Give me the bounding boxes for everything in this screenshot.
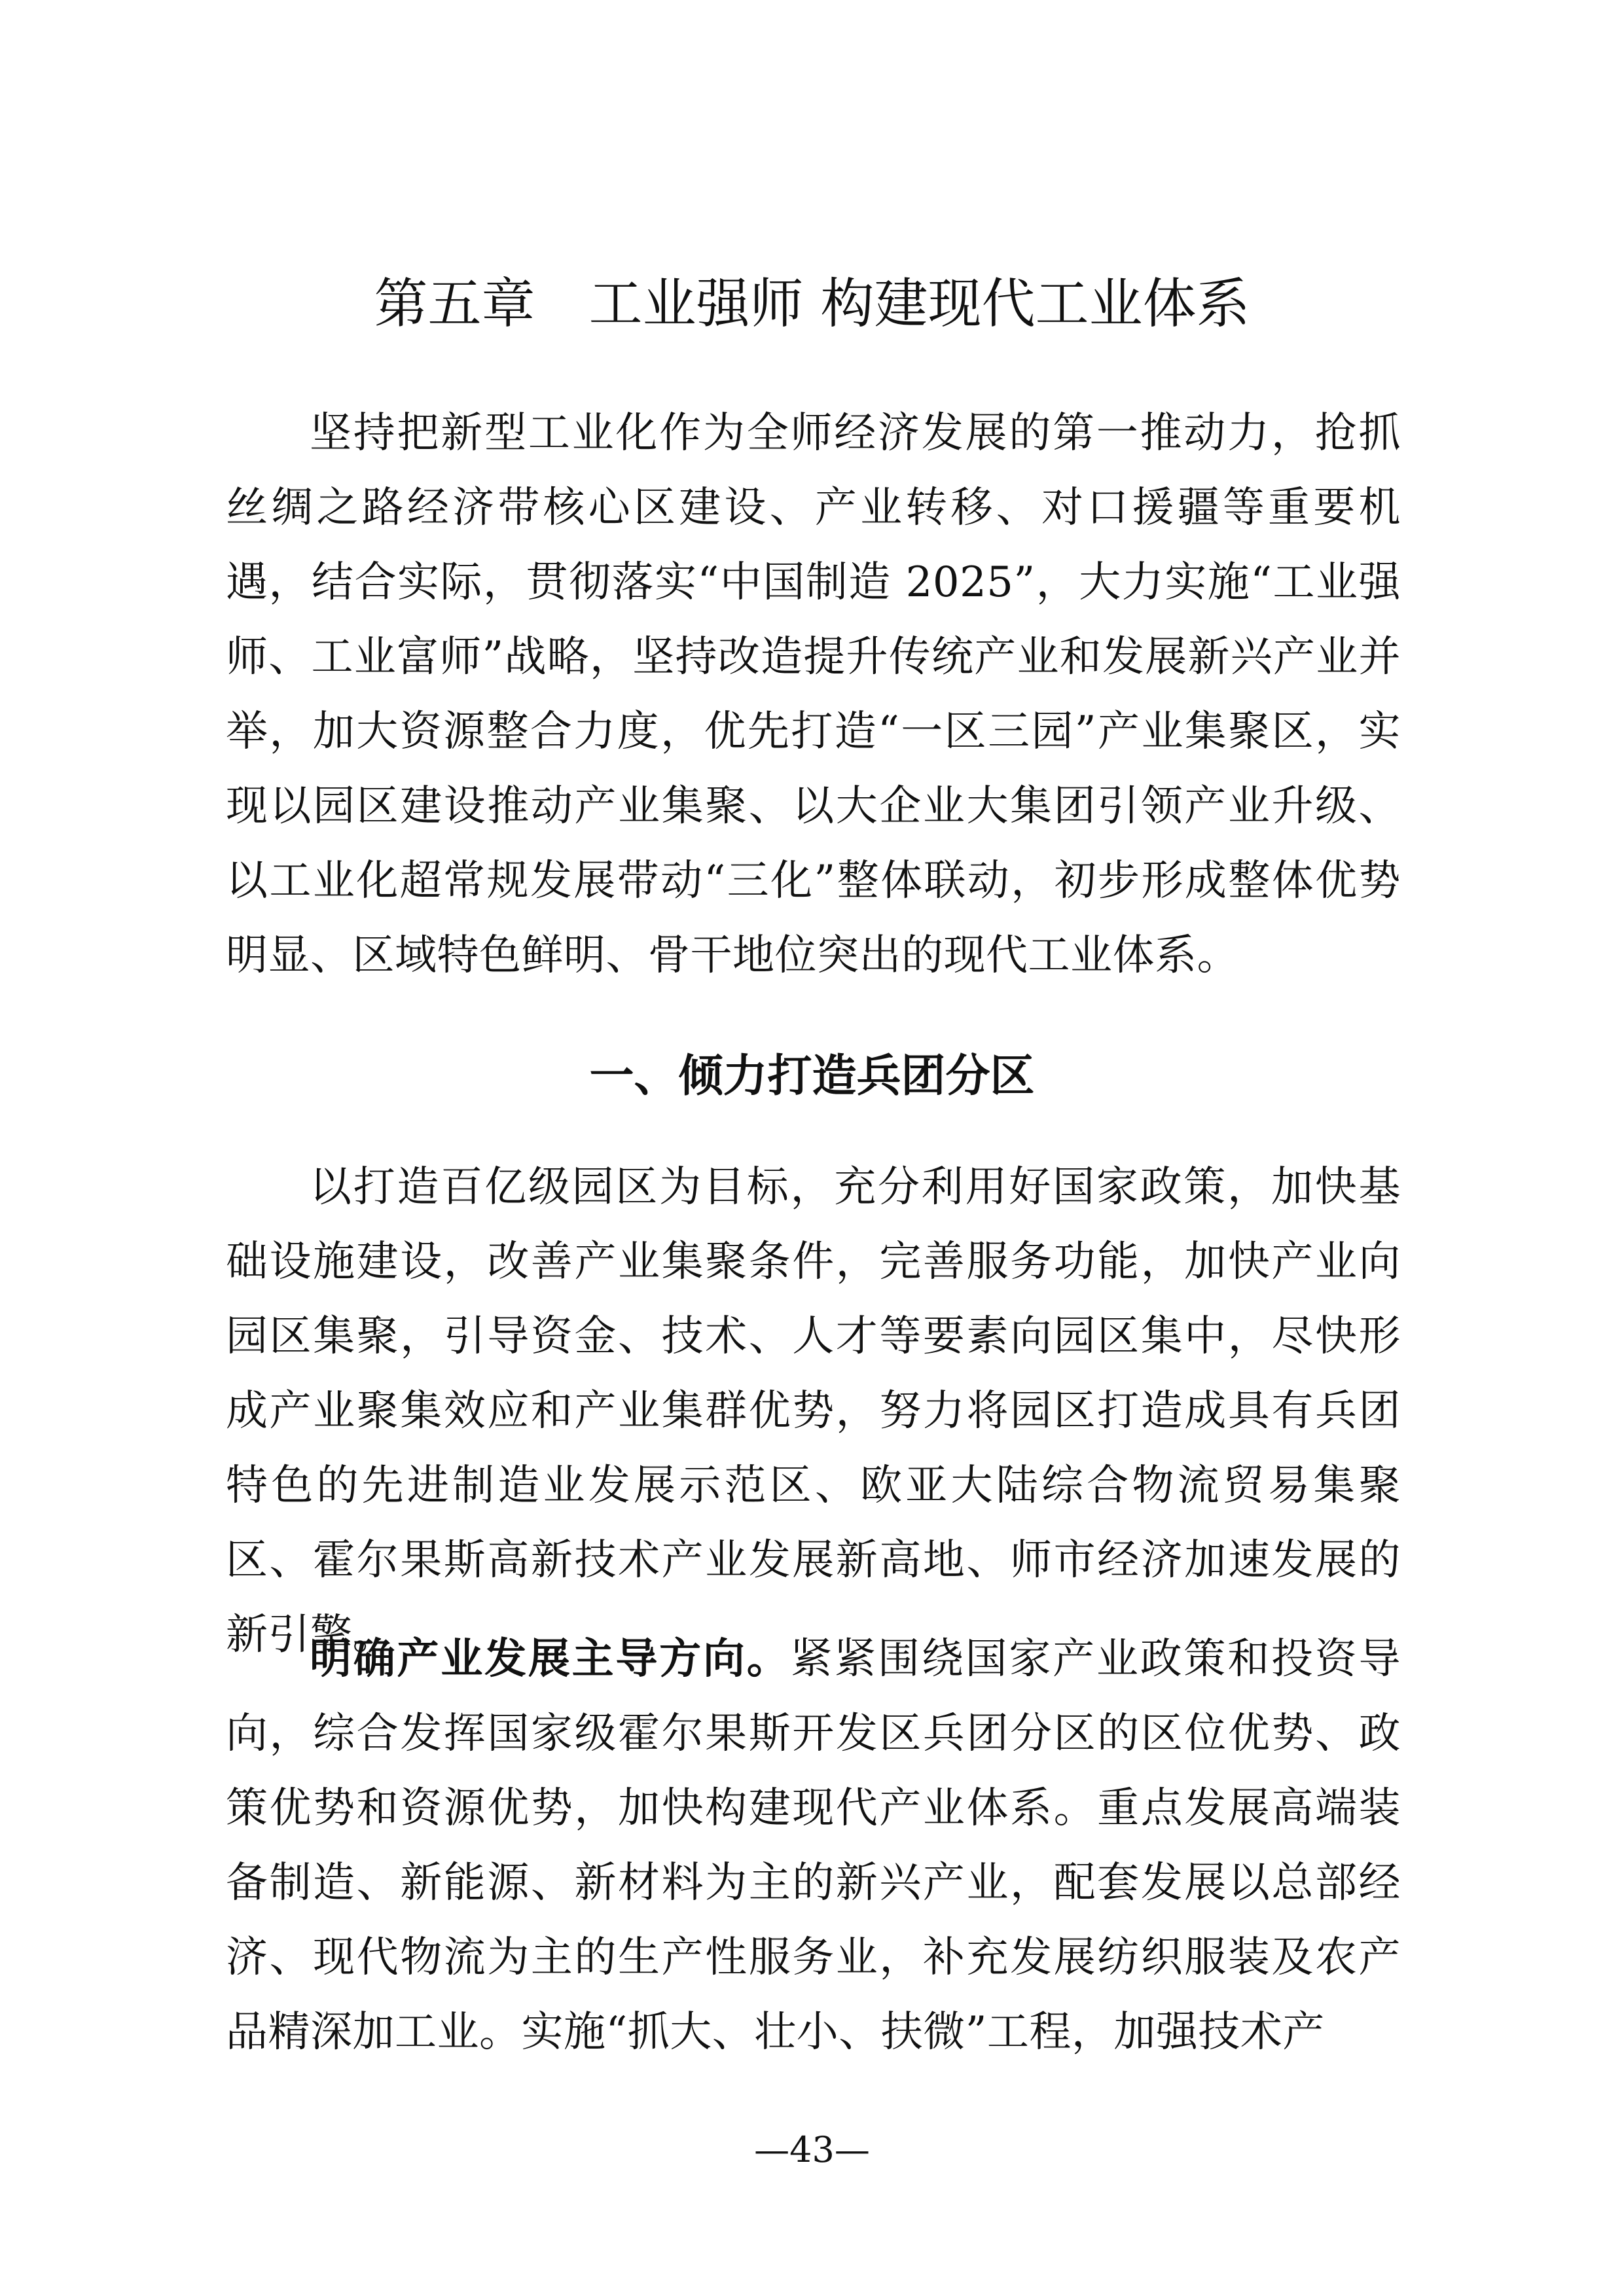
page-number: —43—	[754, 2129, 870, 2170]
section-heading: 一、倾力打造兵团分区	[589, 1050, 1035, 1102]
subpoint-text: 紧紧围绕国家产业政策和投资导向，综合发挥国家级霍尔果斯开发区兵团分区的区位优势、政策优势和资源优势，加快构建现代产业体系。重点发展高端装备制造、新能源、新材料为主的新兴产业，配套发展以总部经济、现代物流为主的生产性服务业，补充发展纺织服装及农产品精深加工业。实施“抓大、壮小、扶微”工程，加强技术产	[226, 1635, 1401, 2056]
section-paragraph: 以打造百亿级园区为目标，充分利用好国家政策，加快基础设施建设，改善产业集聚条件，完善服务功能，加快产业向园区集聚，引导资金、技术、人才等要素向园区集中，尽快形成产业聚集效应和产业集群优势，努力将园区打造成具有兵团特色的先进制造业发展示范区、欧亚大陆综合物流贸易集聚区、霍尔果斯高新技术产业发展新高地、师市经济加速发展的新引擎。	[226, 1163, 1401, 1659]
intro-paragraph: 坚持把新型工业化作为全师经济发展的第一推动力，抢抓丝绸之路经济带核心区建设、产业转移、对口援疆等重要机遇，结合实际，贯彻落实“中国制造 2025”，大力实施“工业强师、工业富师”战略，坚持改造提升传统产业和发展新兴产业并举，加大资源整合力度，优先打造“一区三园”产业集聚区，实现以园区建设推动产业集聚、以大企业大集团引领产业升级、以工业化超常规发展带动“三化”整体联动，初步形成整体优势明显、区域特色鲜明、骨干地位突出的现代工业体系。	[226, 409, 1401, 980]
subpoint-paragraph	[226, 1622, 1401, 2070]
subpoint-lead: 明确产业发展主导方向。	[310, 1635, 791, 1683]
chapter-title: 第五章 工业强师 构建现代工业体系	[374, 273, 1250, 335]
